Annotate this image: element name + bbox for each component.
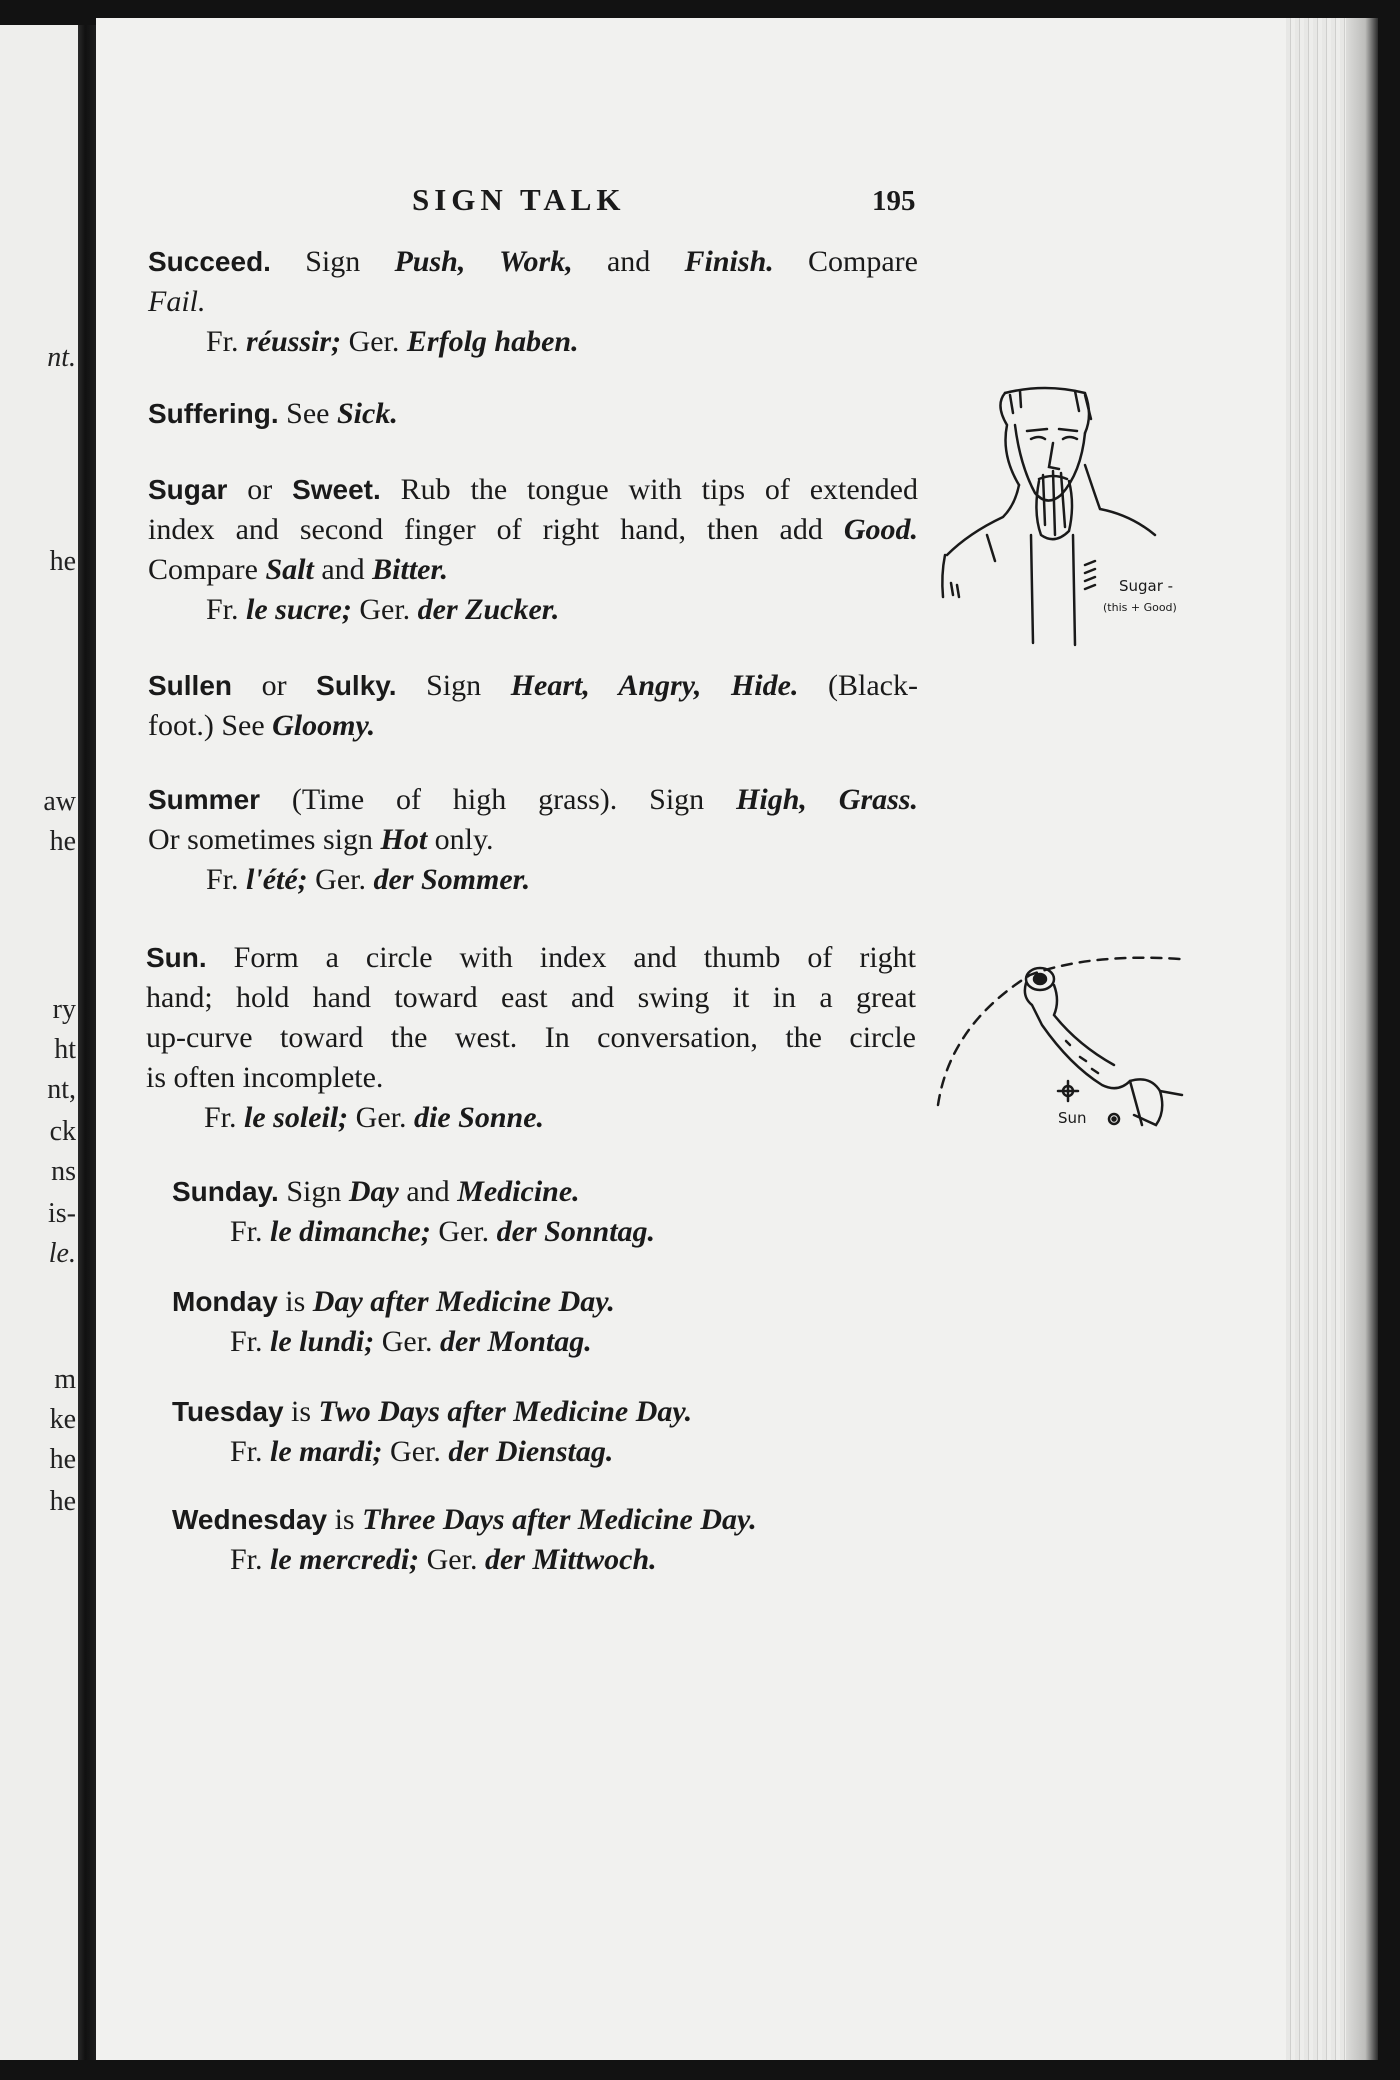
entry-text: (Black- — [798, 669, 918, 702]
french-term: le mercredi; — [270, 1543, 420, 1576]
cross-reference: Good. — [843, 513, 918, 546]
french-term: le mardi; — [270, 1435, 383, 1468]
translation-line — [146, 1098, 916, 1138]
german-term: der Sonntag. — [496, 1215, 656, 1248]
entry-text: is — [277, 1285, 313, 1318]
entry-text: See — [278, 397, 337, 430]
cross-reference: Hot — [380, 823, 428, 856]
entry-line — [148, 820, 918, 860]
entry-line: hand; hold hand toward east and swing it in a great — [146, 981, 916, 1014]
entry-line — [172, 1392, 942, 1432]
translation-label: Fr. — [230, 1543, 271, 1576]
headword: Monday — [172, 1286, 278, 1317]
entry-text: is — [283, 1395, 319, 1428]
french-term: réussir; — [246, 325, 342, 358]
entry-text: or — [227, 473, 293, 506]
entry-line — [148, 394, 918, 434]
cross-reference: Sick. — [337, 397, 398, 430]
entry-text: Sign — [270, 245, 395, 278]
cross-reference: Fail. — [148, 285, 206, 318]
cross-reference: Salt — [265, 553, 314, 586]
prev-page-fragment: ke — [49, 1404, 76, 1435]
entry-monday — [172, 1282, 942, 1362]
translation-label: Fr. — [206, 325, 247, 358]
prev-page-fragment: ck — [49, 1116, 76, 1147]
entry-text: only. — [427, 823, 494, 856]
entry-sugar — [148, 470, 918, 630]
german-term: der Mittwoch. — [484, 1543, 657, 1576]
translation-line — [148, 860, 918, 900]
entry-text: Sign — [278, 1175, 349, 1208]
entry-text: Or sometimes sign — [148, 823, 381, 856]
entry-line — [148, 242, 918, 282]
prev-page-fragment: is- — [48, 1198, 76, 1229]
entry-text: (Time of high grass). Sign — [260, 783, 737, 816]
french-term: le lundi; — [270, 1325, 375, 1358]
french-term: le dimanche; — [270, 1215, 431, 1248]
translation-label: Ger. — [374, 1325, 441, 1358]
figure-caption: (this + Good) — [1103, 601, 1177, 614]
translation-label: Fr. — [230, 1325, 271, 1358]
cross-reference: Push, Work, — [394, 245, 573, 278]
french-term: le soleil; — [244, 1101, 349, 1134]
entry-line — [148, 550, 918, 590]
translation-label: Ger. — [419, 1543, 485, 1576]
previous-page-strip — [0, 25, 78, 2060]
german-term: der Zucker. — [417, 593, 560, 626]
prev-page-fragment: ry — [52, 994, 76, 1025]
cross-reference: Two Days after Medicine Day. — [318, 1395, 693, 1428]
headword: Tuesday — [172, 1396, 284, 1427]
translation-line — [172, 1432, 942, 1472]
cross-reference: Day after Medicine Day. — [312, 1285, 615, 1318]
headword: Summer — [148, 784, 261, 815]
entry-succeed — [148, 242, 918, 362]
entry-summer — [148, 780, 918, 900]
entry-line — [148, 510, 918, 550]
entry-text: Compare — [773, 245, 918, 278]
entry-line — [172, 1282, 942, 1322]
entry-sun — [146, 938, 916, 1138]
book-gutter — [78, 25, 96, 2060]
translation-label: Ger. — [307, 863, 374, 896]
french-term: l'été; — [246, 863, 308, 896]
translation-label: Ger. — [348, 1101, 414, 1134]
cross-reference: Finish. — [684, 245, 774, 278]
translation-label: Fr. — [204, 1101, 245, 1134]
prev-page-fragment: he — [49, 546, 76, 577]
entry-line — [148, 470, 918, 510]
cross-reference: Gloomy. — [272, 709, 376, 742]
headword: Sulky. — [316, 670, 397, 701]
entry-line — [146, 938, 916, 978]
german-term: der Montag. — [440, 1325, 592, 1358]
prev-page-fragment: m — [54, 1364, 76, 1395]
headword: Suffering. — [148, 398, 279, 429]
entry-text: and — [313, 553, 373, 586]
french-term: le sucre; — [246, 593, 352, 626]
translation-line — [148, 590, 918, 630]
page-number: 195 — [872, 185, 916, 217]
entry-text: and — [572, 245, 685, 278]
cross-reference: Bitter. — [372, 553, 449, 586]
entry-suffering — [148, 394, 918, 434]
translation-label: Ger. — [382, 1435, 449, 1468]
entry-text: Form a circle with index and thumb of right — [206, 941, 916, 974]
entry-text: Sign — [396, 669, 511, 702]
entry-line — [148, 706, 918, 746]
prev-page-fragment: aw — [43, 786, 76, 817]
entry-line — [172, 1172, 942, 1212]
translation-label: Ger. — [430, 1215, 497, 1248]
headword: Wednesday — [172, 1504, 328, 1535]
headword: Sun. — [146, 942, 207, 973]
cross-reference: Heart, Angry, Hide. — [510, 669, 799, 702]
entry-line: up-curve toward the west. In conversation, the circle — [146, 1021, 916, 1054]
entry-sunday — [172, 1172, 942, 1252]
prev-page-fragment: nt, — [47, 1074, 76, 1105]
running-head: SIGN TALK — [412, 182, 626, 217]
german-term: der Sommer. — [373, 863, 531, 896]
prev-page-fragment: he — [49, 1444, 76, 1475]
prev-page-fragment: ht — [54, 1034, 76, 1065]
entry-line — [148, 666, 918, 706]
translation-line — [172, 1540, 942, 1580]
translation-label: Fr. — [230, 1435, 271, 1468]
entry-text: Compare — [148, 553, 266, 586]
figure-caption: Sugar - — [1119, 577, 1174, 595]
entry-text: Rub the tongue with tips of extended — [380, 473, 918, 506]
german-term: Erfolg haben. — [406, 325, 579, 358]
headword: Sullen — [148, 670, 233, 701]
prev-page-fragment: ns — [51, 1156, 76, 1187]
entry-sullen — [148, 666, 918, 746]
translation-label: Fr. — [206, 593, 247, 626]
prev-page-fragment: he — [49, 826, 76, 857]
entry-text: and — [398, 1175, 458, 1208]
cross-reference: Three Days after Medicine Day. — [362, 1503, 757, 1536]
prev-page-fragment: he — [49, 1486, 76, 1517]
translation-line — [172, 1322, 942, 1362]
sun-sign-illustration — [930, 945, 1230, 1145]
translation-label: Fr. — [230, 1215, 271, 1248]
entry-line — [172, 1500, 942, 1540]
cross-reference: Day — [348, 1175, 399, 1208]
cross-reference: Medicine. — [457, 1175, 580, 1208]
headword: Sunday. — [172, 1176, 279, 1207]
sugar-sign-illustration — [935, 385, 1215, 655]
figure-caption: Sun — [1058, 1109, 1087, 1127]
entry-line — [148, 780, 918, 820]
translation-line — [148, 322, 918, 362]
translation-label: Ger. — [341, 325, 407, 358]
translation-label: Ger. — [351, 593, 418, 626]
headword: Sugar — [148, 474, 228, 505]
entry-text: or — [232, 669, 317, 702]
german-term: der Dienstag. — [448, 1435, 614, 1468]
entry-text: index and second finger of right hand, then add — [148, 513, 844, 546]
headword: Sweet. — [292, 474, 381, 505]
entry-tuesday — [172, 1392, 942, 1472]
german-term: die Sonne. — [414, 1101, 545, 1134]
headword: Succeed. — [148, 246, 271, 277]
entry-text: foot.) See — [148, 709, 273, 742]
prev-page-fragment: le. — [48, 1238, 76, 1269]
translation-line — [172, 1212, 942, 1252]
cross-reference: High, Grass. — [736, 783, 918, 816]
page-edges-shadow — [1346, 18, 1378, 2060]
entry-line: is often incomplete. — [146, 1061, 384, 1094]
page-edges — [1286, 18, 1346, 2060]
entry-text: is — [327, 1503, 363, 1536]
prev-page-fragment: nt. — [47, 342, 76, 373]
entry-wednesday — [172, 1500, 942, 1580]
translation-label: Fr. — [206, 863, 247, 896]
